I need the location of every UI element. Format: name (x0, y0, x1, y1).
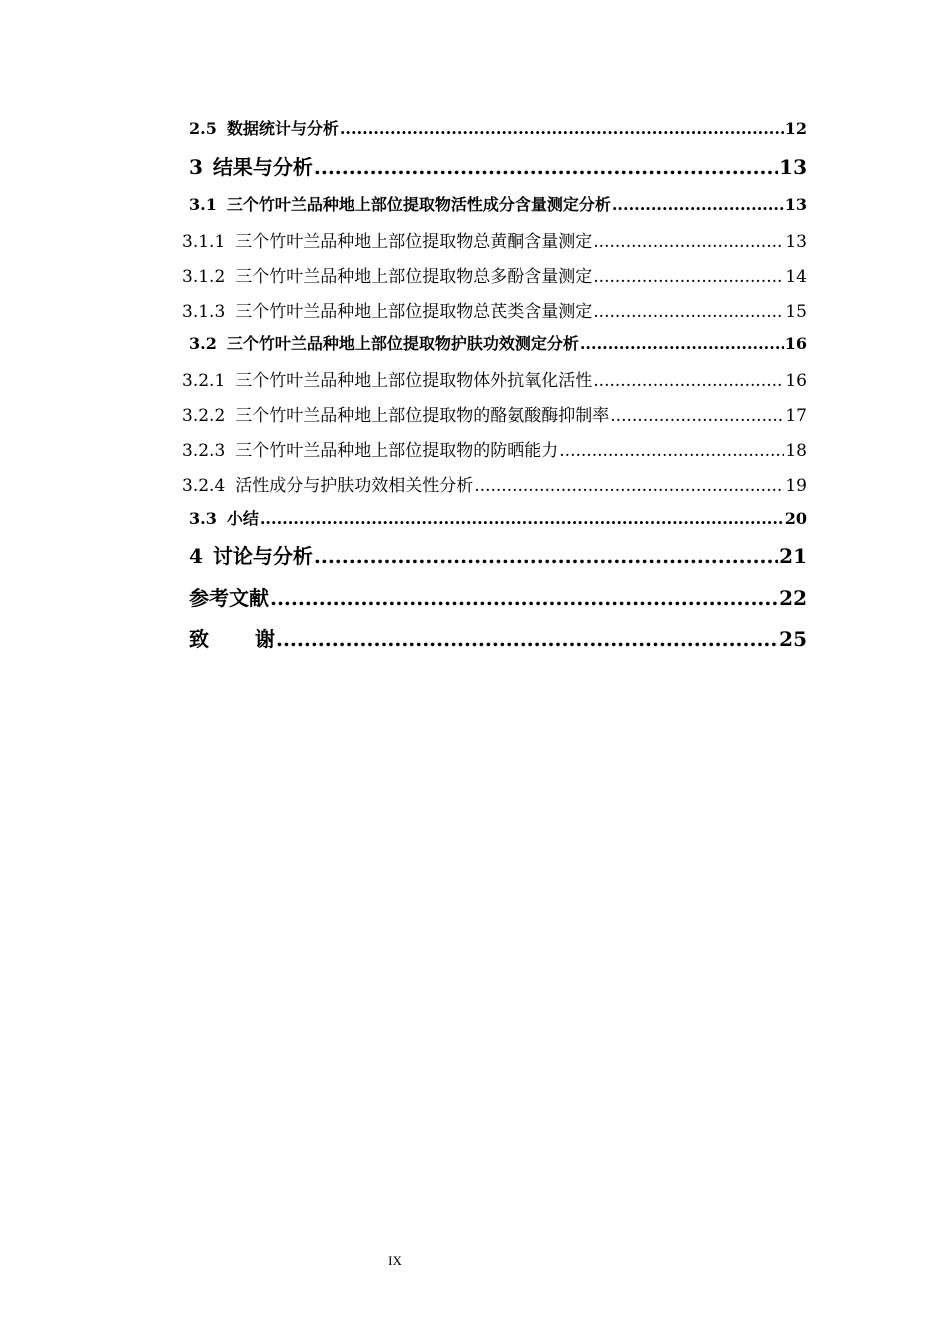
toc-leader-dots (270, 586, 778, 610)
toc-entry-3-1-3[interactable] (182, 297, 807, 322)
toc-leader-dots (593, 267, 784, 287)
toc-title: 三个竹叶兰品种地上部位提取物总黄酮含量测定 (235, 232, 593, 252)
toc-entry-3-2-4[interactable] (182, 471, 807, 496)
toc-page: 20 (784, 509, 807, 528)
toc-leader-dots (593, 232, 784, 252)
toc-page: 18 (785, 441, 807, 461)
toc-leader-dots (340, 119, 784, 138)
toc-title: 参考文献 (189, 586, 269, 610)
toc-leader-dots (593, 371, 784, 391)
toc-leader-dots (610, 406, 784, 426)
toc-number: 3.1.3 (182, 302, 226, 322)
toc-title: 讨论与分析 (212, 544, 313, 568)
toc-page: 13 (784, 195, 807, 214)
toc-page: 13 (779, 155, 807, 179)
toc-title: 三个竹叶兰品种地上部位提取物的酪氨酸酶抑制率 (235, 406, 610, 426)
toc-leader-dots (580, 334, 784, 353)
toc-entry-3-2-1[interactable] (182, 366, 807, 391)
toc-entry-4[interactable] (189, 540, 807, 569)
toc-page: 15 (785, 302, 807, 322)
toc-title: 三个竹叶兰品种地上部位提取物总多酚含量测定 (235, 267, 593, 287)
toc-page: 16 (785, 371, 807, 391)
toc-page: 12 (784, 119, 807, 138)
toc-entry-3-1-1[interactable] (182, 227, 807, 252)
toc-title-part2: 谢 (255, 627, 275, 651)
toc-number: 3.2.3 (182, 441, 226, 461)
toc-title: 结果与分析 (212, 155, 313, 179)
toc-entry-3-3[interactable] (189, 506, 807, 529)
toc-page: 19 (785, 476, 807, 496)
toc-page: 25 (779, 627, 807, 651)
toc-title: 小结 (226, 509, 259, 528)
toc-title: 三个竹叶兰品种地上部位提取物护肤功效测定分析 (226, 334, 579, 353)
toc-number: 3.2.1 (182, 371, 226, 391)
toc-entry-3-2-3[interactable] (182, 436, 807, 461)
toc-entry-3-1-2[interactable] (182, 262, 807, 287)
toc-leader-dots (593, 302, 784, 322)
toc-number: 3.2 (189, 334, 217, 353)
toc-number: 3 (189, 155, 203, 179)
toc-leader-dots (474, 476, 784, 496)
toc-number: 3.1.1 (182, 232, 226, 252)
toc-entry-acknowledgements[interactable] (189, 623, 807, 652)
toc-entry-3-2-2[interactable] (182, 401, 807, 426)
toc-leader-dots (260, 509, 784, 528)
toc-leader-dots (559, 441, 784, 461)
toc-title (189, 623, 275, 652)
toc-leader-dots (314, 155, 778, 179)
toc-page: 22 (779, 586, 807, 610)
toc-page: 17 (785, 406, 807, 426)
toc-entry-references[interactable] (189, 582, 807, 611)
toc-title: 三个竹叶兰品种地上部位提取物的防晒能力 (235, 441, 559, 461)
toc-title: 三个竹叶兰品种地上部位提取物体外抗氧化活性 (235, 371, 593, 391)
page-number: IX (388, 1253, 402, 1268)
toc-title: 数据统计与分析 (226, 119, 339, 138)
toc-leader-dots (612, 195, 784, 214)
toc-leader-dots (276, 627, 778, 651)
toc-number: 2.5 (189, 119, 217, 138)
toc-title-part1: 致 (189, 627, 209, 651)
toc-page: 21 (779, 544, 807, 568)
toc-page: 14 (785, 267, 807, 287)
toc-number: 3.2.4 (182, 476, 226, 496)
toc-title: 活性成分与护肤功效相关性分析 (235, 476, 474, 496)
toc-entry-2-5[interactable] (189, 116, 807, 139)
toc-entry-3[interactable] (189, 151, 807, 180)
toc-title: 三个竹叶兰品种地上部位提取物活性成分含量测定分析 (226, 195, 611, 214)
toc-entry-3-1[interactable] (189, 192, 807, 215)
toc-entry-3-2[interactable] (189, 331, 807, 354)
toc-page: 16 (784, 334, 807, 353)
toc-title: 三个竹叶兰品种地上部位提取物总芪类含量测定 (235, 302, 593, 322)
toc-number: 3.1 (189, 195, 217, 214)
toc-number: 3.1.2 (182, 267, 226, 287)
toc-number: 4 (189, 544, 203, 568)
toc-page: 13 (785, 232, 807, 252)
toc-leader-dots (314, 544, 778, 568)
toc-number: 3.3 (189, 509, 217, 528)
toc-number: 3.2.2 (182, 406, 226, 426)
